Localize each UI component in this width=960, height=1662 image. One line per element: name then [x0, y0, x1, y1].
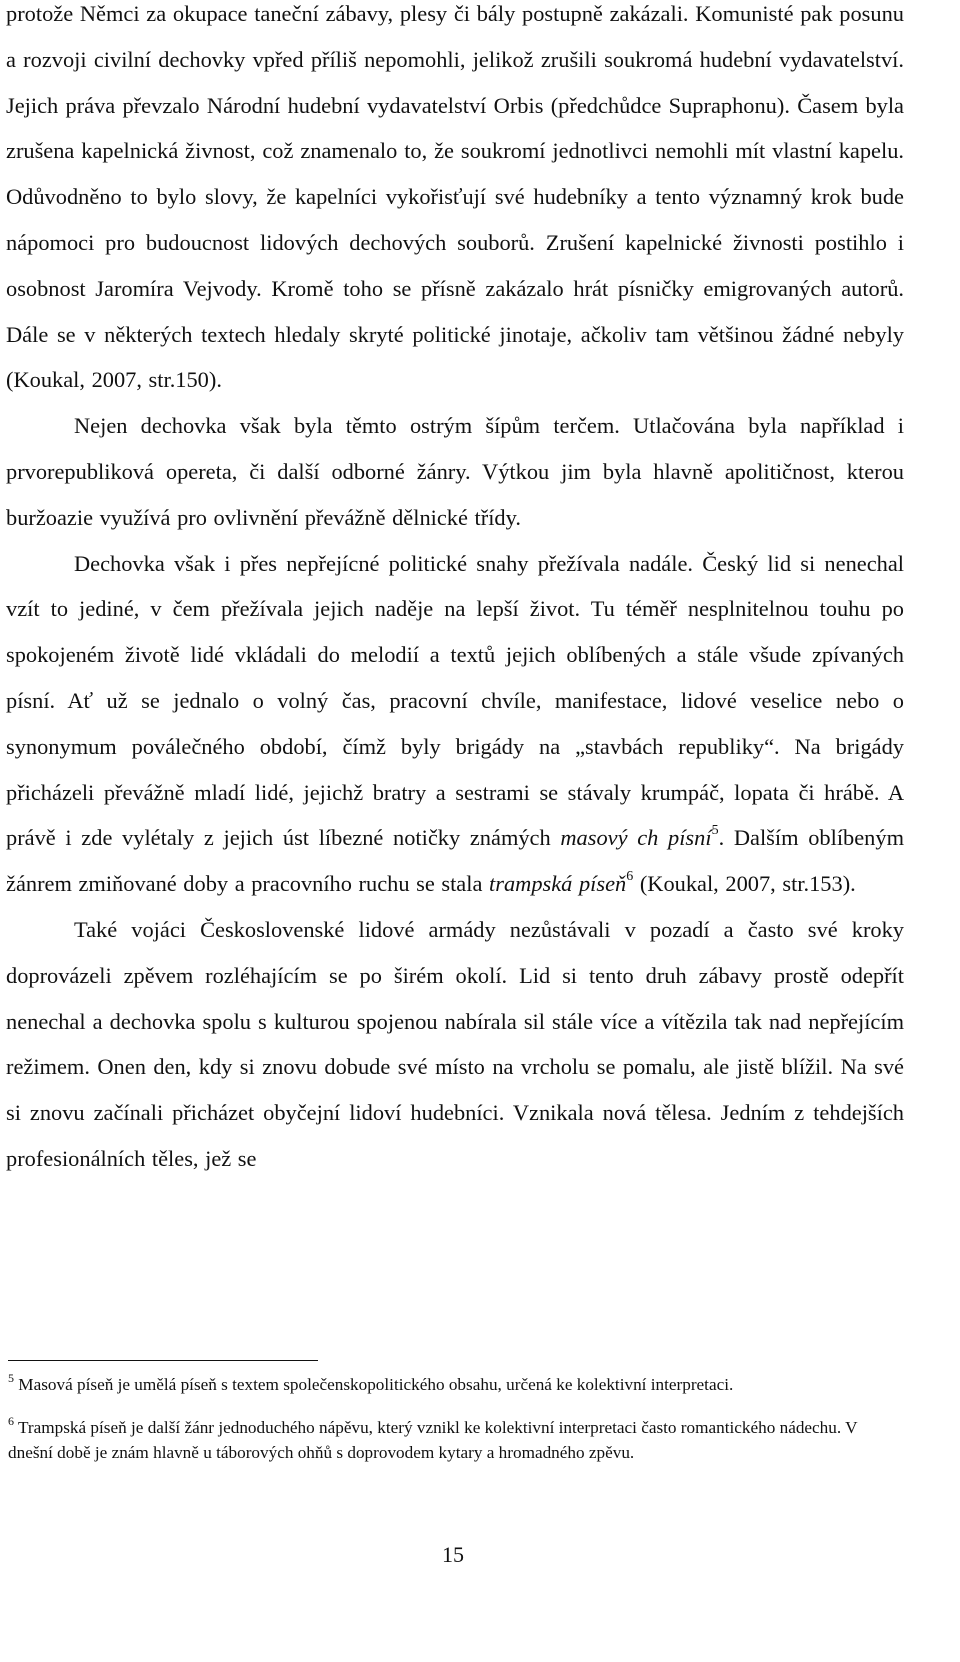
- paragraph-2: Nejen dechovka však byla těmto ostrým šípům terčem. Utlačována byla například i prvorepubliková opereta, či další odborné žánry. Výtkou jim byla hlavně apolitičnost, kterou buržoazie využívá pro ovlivnění převážně dělnické třídy.: [6, 413, 904, 530]
- footnote-6-text: Trampská píseň je další žánr jednoduchého nápěvu, který vznikl ke kolektivní interpretaci často romantického nádechu. V dnešní době je znám hlavně u táborových ohňů s doprovodem kytary a hromadného zpěvu.: [8, 1418, 858, 1462]
- paragraph-3-part-2: . Dalším oblíbeným žánrem zmiňované doby a pracovního ruchu se stala: [6, 825, 904, 897]
- page-number: 15: [442, 1542, 464, 1567]
- footnote-5-number: 5: [8, 1371, 14, 1385]
- paragraph-1: protože Němci za okupace taneční zábavy, plesy či bály postupně zakázali. Komunisté pak posunu a rozvoji civilní dechovky vpřed příliš nepomohli, jelikož zrušili soukromá hudební vydavatelství. Jejich práva převzalo Národní hudební vydavatelství Orbis (předchůdce Supraphonu). Časem byla zrušena kapelnická živnost, což znamenalo to, že soukromí jednotlivci nemohli mít vlastní kapelu. Odůvodněno to bylo slovy, že kapelníci vykořisťují své hudebníky a tento významný krok bude nápomoci pro budoucnost lidových dechových souborů. Zrušení kapelnické živnosti postihlo i osobnost Jaromíra Vejvody. Kromě toho se přísně zakázalo hrát písničky emigrovaných autorů. Dále se v některých textech hledaly skryté politické jinotaje, ačkoliv tam většinou žádné nebyly (Koukal, 2007, str.150).: [6, 1, 904, 393]
- paragraph-3: [6, 541, 904, 907]
- document-page: [6, 0, 904, 1182]
- footnotes: [8, 1372, 898, 1483]
- paragraph-4: Také vojáci Československé lidové armády nezůstávali v pozadí a často své kroky doprovázeli zpěvem rozléhajícím se po širém okolí. Lid si tento druh zábavy prostě odepřít nenechal a dechovka spolu s kulturou spojenou nabírala sil stále více a vítězila tak nad nepřejícím režimem. Onen den, kdy si znovu dobude své místo na vrcholu se pomalu, ale jistě blížil. Na své si znovu začínali přicházet obyčejní lidoví hudebníci. Vznikala nová tělesa. Jedním z tehdejších profesionálních těles, jež se: [6, 916, 904, 1171]
- footnote-6: [8, 1415, 898, 1465]
- footnote-separator: [8, 1360, 318, 1361]
- footnote-5: [8, 1372, 898, 1397]
- italic-trampska-pisen: trampská píseň: [489, 871, 627, 897]
- footnote-ref-6: 6: [626, 869, 634, 885]
- italic-masove-pisne: masový ch písní: [560, 825, 712, 851]
- paragraph-3-part-3: (Koukal, 2007, str.153).: [633, 871, 856, 897]
- footnote-ref-5: 5: [711, 823, 719, 839]
- paragraph-3-part-1: Dechovka však i přes nepřejícné politické snahy přežívala nadále. Český lid si nenechal vzít to jediné, v čem přežívala jejich naděje na lepší život. Tu téměř nesplnitelnou touhu po spokojeném životě lidé vkládali do melodií a textů jejich oblíbených a stále všude zpívaných písní. Ať už se jednalo o volný čas, pracovní chvíle, manifestace, lidové veselice nebo o synonymum poválečného období, čímž byly brigády na „stavbách republiky“. Na brigády přicházeli převážně mladí lidé, jejichž bratry a sestrami se stávaly krumpáč, lopata či hrábě. A právě i zde vylétaly z jejich úst líbezné notičky známých: [6, 550, 904, 851]
- footnote-6-number: 6: [8, 1414, 14, 1428]
- footnote-5-text: Masová píseň je umělá píseň s textem společenskopolitického obsahu, určená ke kolektivní interpretaci.: [18, 1375, 734, 1394]
